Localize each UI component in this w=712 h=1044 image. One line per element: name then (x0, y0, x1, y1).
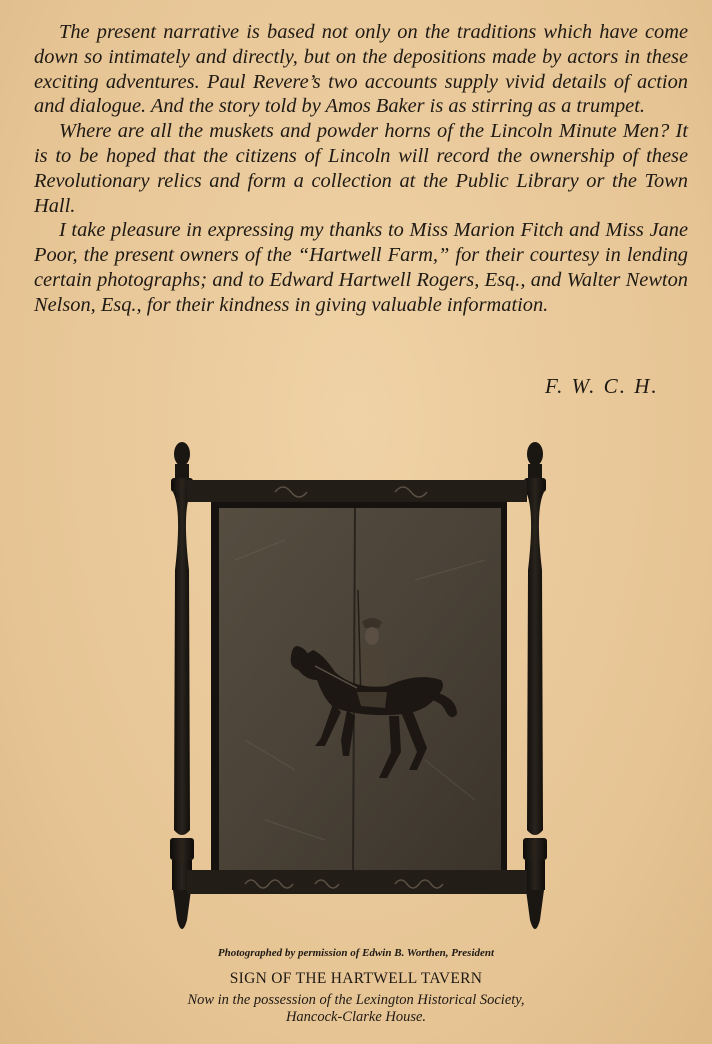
figure-title: SIGN OF THE HARTWELL TAVERN (229, 970, 483, 987)
figure-subtitle: Now in the possession of the Lexington Historical Society, Hancock-Clarke House. (187, 992, 525, 1025)
preface-paragraph: The present narrative is based not only on the traditions which have come down so intimately and directly, but on the depositions made by actors in these exciting adventures. Paul Revere’s two accounts supply vivid details of action and dialogue. And the story told by Amos Baker is as stirring as a trumpet. (34, 21, 688, 118)
tavern-sign-image (165, 440, 555, 940)
preface-paragraph: Where are all the muskets and powder horns of the Lincoln Minute Men? It is to be hoped that the citizens of Lincoln will record the ownership of these Revolutionary relics and form a collection at the Public Library or the Town Hall. (34, 120, 688, 217)
preface-paragraph: I take pleasure in expressing my thanks to Miss Marion Fitch and Miss Jane Poor, the present owners of the “Hartwell Farm,” for their courtesy in lending certain photographs; and to Edward Hartwell Rogers, Esq., and Walter Newton Nelson, Esq., for their kindness in giving valuable information. (34, 219, 688, 316)
top-rail (187, 480, 527, 502)
left-post (170, 442, 194, 929)
preface-text (34, 20, 688, 318)
right-post (523, 442, 547, 929)
bottom-rail (187, 870, 527, 894)
tavern-sign-photograph (165, 440, 555, 940)
photo-credit: Photographed by permission of Edwin B. Worthen, President (217, 947, 495, 959)
author-initials: F. W. C. H. (545, 374, 659, 398)
